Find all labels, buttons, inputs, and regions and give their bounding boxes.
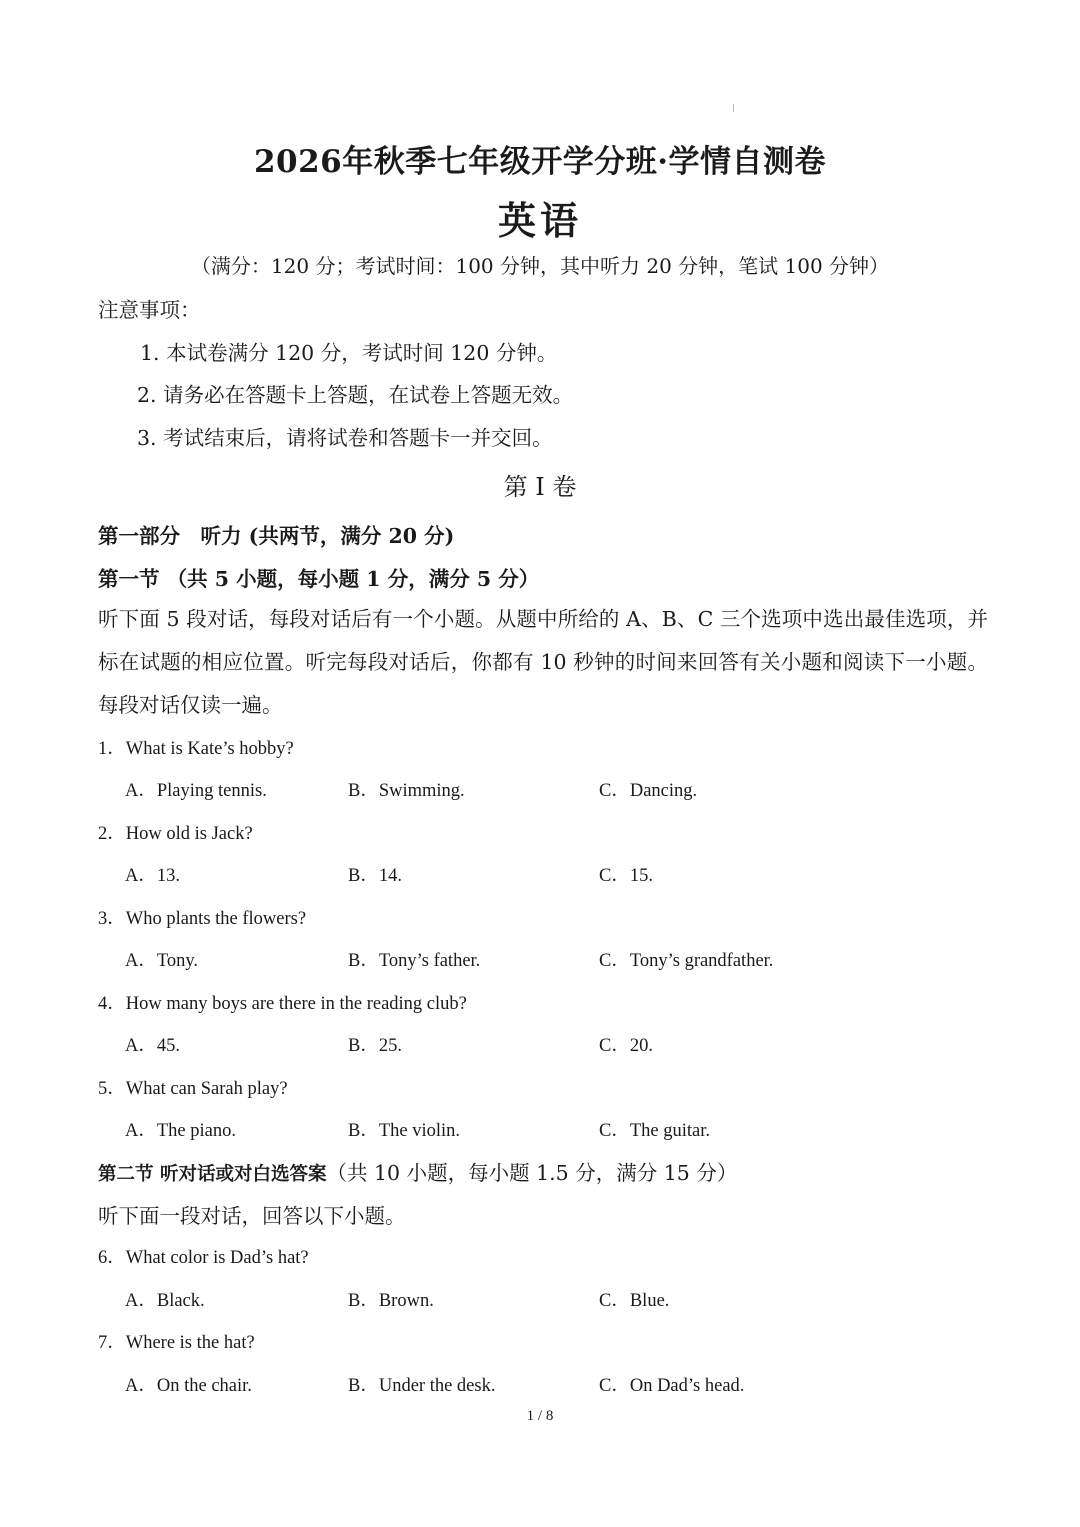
page-number: 1 / 8 <box>526 1408 554 1424</box>
option-c: C．Tony’s grandfather. <box>599 951 774 971</box>
note-item: 2. 请务必在答题卡上答题，在试卷上答题无效。 <box>137 383 574 407</box>
section2-heading <box>98 1156 737 1186</box>
option-b: B．25. <box>348 1036 402 1056</box>
option-b: B．Swimming. <box>348 781 465 801</box>
question-text: 4．How many boys are there in the reading club? <box>98 994 467 1014</box>
option-c: C．Dancing. <box>599 781 698 801</box>
option-a: A．On the chair. <box>125 1376 252 1396</box>
option-a: A．13. <box>125 866 180 886</box>
option-c: C．On Dad’s head. <box>599 1376 745 1396</box>
subject-title: 英语 <box>497 198 582 243</box>
note-item: 1. 本试卷满分 120 分，考试时间 120 分钟。 <box>140 341 558 365</box>
notes-heading: 注意事项： <box>98 298 201 322</box>
option-b: B．The violin. <box>348 1121 461 1141</box>
option-b: B．Tony’s father. <box>348 951 481 971</box>
note-item: 3. 考试结束后，请将试卷和答题卡一并交回。 <box>137 426 553 450</box>
option-a: A．Black. <box>125 1291 205 1311</box>
option-b: B．14. <box>348 866 402 886</box>
score-info: （满分：120 分；考试时间：100 分钟，其中听力 20 分钟，笔试 100 分钟） <box>190 254 890 278</box>
option-b: B．Brown. <box>348 1291 434 1311</box>
volume-label: 第 I 卷 <box>503 473 577 501</box>
option-c: C．Blue. <box>599 1291 670 1311</box>
section1-heading: 第一节 （共 5 小题，每小题 1 分，满分 5 分） <box>98 567 540 591</box>
question-text: 5．What can Sarah play? <box>98 1079 288 1099</box>
option-a: A．45. <box>125 1036 180 1056</box>
part1-heading: 第一部分 听力 (共两节，满分 20 分) <box>98 524 455 548</box>
option-c: C．20. <box>599 1036 653 1056</box>
question-text: 1．What is Kate’s hobby? <box>98 739 294 759</box>
option-b: B．Under the desk. <box>348 1376 496 1396</box>
question-text: 3．Who plants the flowers? <box>98 909 307 929</box>
option-a: A．The piano. <box>125 1121 236 1141</box>
question-text: 2．How old is Jack? <box>98 824 253 844</box>
question-text: 7．Where is the hat? <box>98 1333 255 1353</box>
option-a: A．Tony. <box>125 951 199 971</box>
option-c: C．The guitar. <box>599 1121 710 1141</box>
section1-instructions: 听下面 5 段对话，每段对话后有一个小题。从题中所给的 A、B、C 三个选项中选出最佳选项，并标在试题的相应位置。听完每段对话后，你都有 10 秒钟的时间来回答有关小题和阅读下一小题。每段对话仅读一遍。 <box>98 607 988 717</box>
section2-heading-rest: （共 10 小题，每小题 1.5 分，满分 15 分） <box>326 1161 738 1185</box>
option-c: C．15. <box>599 866 653 886</box>
option-a: A．Playing tennis. <box>125 781 267 801</box>
question-text: 6．What color is Dad’s hat? <box>98 1248 309 1268</box>
section2-heading-bold: 第二节 听对话或对白选答案 <box>98 1164 327 1185</box>
section2-instructions: 听下面一段对话，回答以下小题。 <box>98 1204 406 1228</box>
exam-title: 2026年秋季七年级开学分班·学情自测卷 <box>253 144 827 180</box>
scan-mark <box>733 104 734 112</box>
